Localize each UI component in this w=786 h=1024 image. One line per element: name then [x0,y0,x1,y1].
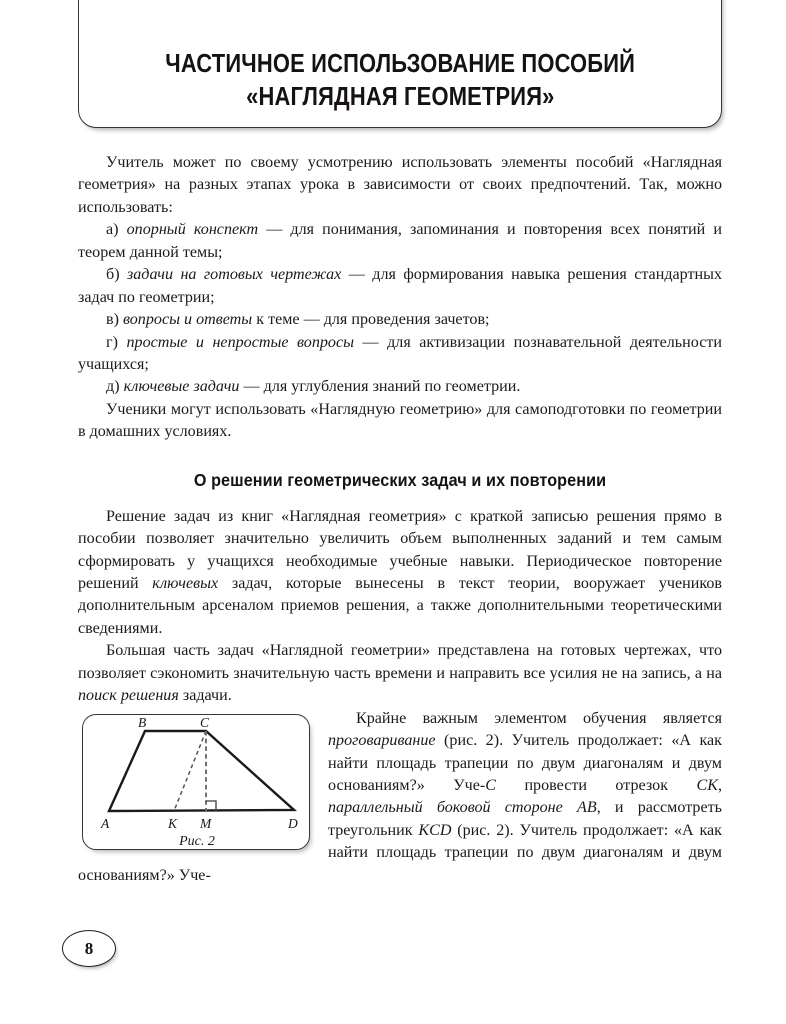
paragraph-section-1-start: Решение задач из книг «Наглядная геометрия» с краткой записью решения прямо в пособии позволяет значительно увеличить объем выполненных заданий и тем самым сформировать у учащихся необходимые учебные навыки. Периодическое повторение решений [78,507,722,592]
paragraph-section-3-p3_mid3 [563,799,577,816]
list-item-v-text: к теме — для проведения зачетов; [252,311,490,329]
paragraph-section-3-p3_par_italic: параллельный боковой стороне [328,799,563,817]
trapezoid-outline [109,731,294,811]
paragraph-section-1-emphasis: ключевых [152,575,219,592]
list-item-b [78,264,722,309]
paragraph-section-3-p3_italic: проговаривание [328,732,436,750]
paragraph-section-3-p3_mid1: провести отрезок [495,776,697,794]
figure-caption: Рис. 2 [179,833,215,849]
vertex-label-b: B [138,714,147,730]
page-title-line-2: «НАГЛЯДНАЯ ГЕОМЕТРИЯ» [245,83,555,112]
page-content [78,152,722,887]
vertex-label-c: C [200,714,210,730]
list-item-b-text: — для формирования навыка решения стандартных задач по геометрии; [78,266,722,306]
paragraph-section-2-end: задачи. [178,687,232,705]
figure-box-trapezoid [82,714,310,850]
paragraph-section-3-p3_mid2: , [717,776,722,794]
list-item-d [78,376,722,398]
paragraph-intro: Учитель может по своему усмотрению использовать элементы пособий «Наглядная геометрия» на разных этапах урока в зависимости от своих предпочтений. Так, можно использовать: [78,154,722,216]
vertex-label-m: M [200,815,212,831]
paragraph-section-3-p3_c: C [485,776,496,794]
paragraph-section-3-p3_ab: AB [577,799,597,817]
page-title-box [78,0,722,128]
list-item-d-text: — для углубления знаний по геометрии. [239,378,521,396]
list-item-g-text: — для активизации познавательной деятельности учащихся; [78,333,722,373]
list-item-b-term: задачи на готовых чертежах [126,266,342,284]
list-item-a-term: опорный конспект [126,221,259,239]
vertex-label-d: D [288,815,298,831]
paragraph-section-1-end: задач, которые вынесены в текст теории, вооружает учеников дополнительным арсеналом приемов решения, а также дополнительными теоретическими сведениями. [78,575,722,637]
paragraph-section-3-tail: (рис. 2). Учитель продолжает: «А как найти площадь трапеции по двум диагоналям и двум основаниям?» Уче- [78,821,722,884]
list-item-a [78,219,722,264]
list-item-g-marker: г) [106,333,127,351]
list-item-d-marker: д) [106,378,124,396]
list-item-a-text: — для понимания, запоминания и повторения всех понятий и теорем данной темы; [78,221,723,261]
paragraph-section-3-p3_mid4: , и рассмотреть треугольник [328,799,722,839]
vertex-label-k: K [168,815,178,831]
segment-ck-dashed [174,731,206,811]
paragraph-section-2-start: Большая часть задач «Наглядной геометрии» представлена на готовых чертежах, что позволяет сэкономить значительную часть времени и направить все усилия не на запись, а на [78,642,722,682]
section-heading: О решении геометрических задач и их повторении [193,469,607,490]
list-item-v [78,309,722,331]
paragraph-section-2 [78,640,722,707]
page-number-badge [62,930,116,967]
paragraph-section-3-p3_kcd: KCD [418,821,452,839]
list-item-d-term: ключевые задачи [123,378,240,396]
paragraph-section-3-p3_ck: CK [696,776,718,794]
list-item-v-marker: в) [106,311,123,329]
paragraph-section-1 [78,506,722,641]
paragraph-section-3-p3_end_lead: (рис. 2). Учитель продолжает: «А как найти площадь трапеции по двум диагоналям и двум основаниям?» Уче- [328,732,722,794]
page-title-line-1: ЧАСТИЧНОЕ ИСПОЛЬЗОВАНИЕ ПОСОБИЙ [165,49,635,78]
page-number-value: 8 [84,938,94,958]
list-item-v-term: вопросы и ответы [122,311,253,329]
trapezoid-diagram [83,715,310,850]
list-item-g [78,332,722,377]
paragraph-intro-last: Ученики могут использовать «Наглядную геометрию» для самоподготовки по геометрии в домашних условиях. [78,400,722,441]
paragraph-section-2-emphasis: поиск решения [78,687,179,705]
paragraph-section-3-p3_start: Крайне важным элементом обучения является [356,709,722,727]
figure-and-text-wrap [78,708,722,888]
list-item-a-marker: а) [106,221,127,239]
list-item-b-marker: б) [106,266,127,284]
list-item-g-term: простые и непростые вопросы [126,333,355,351]
vertex-label-a: A [101,815,110,831]
